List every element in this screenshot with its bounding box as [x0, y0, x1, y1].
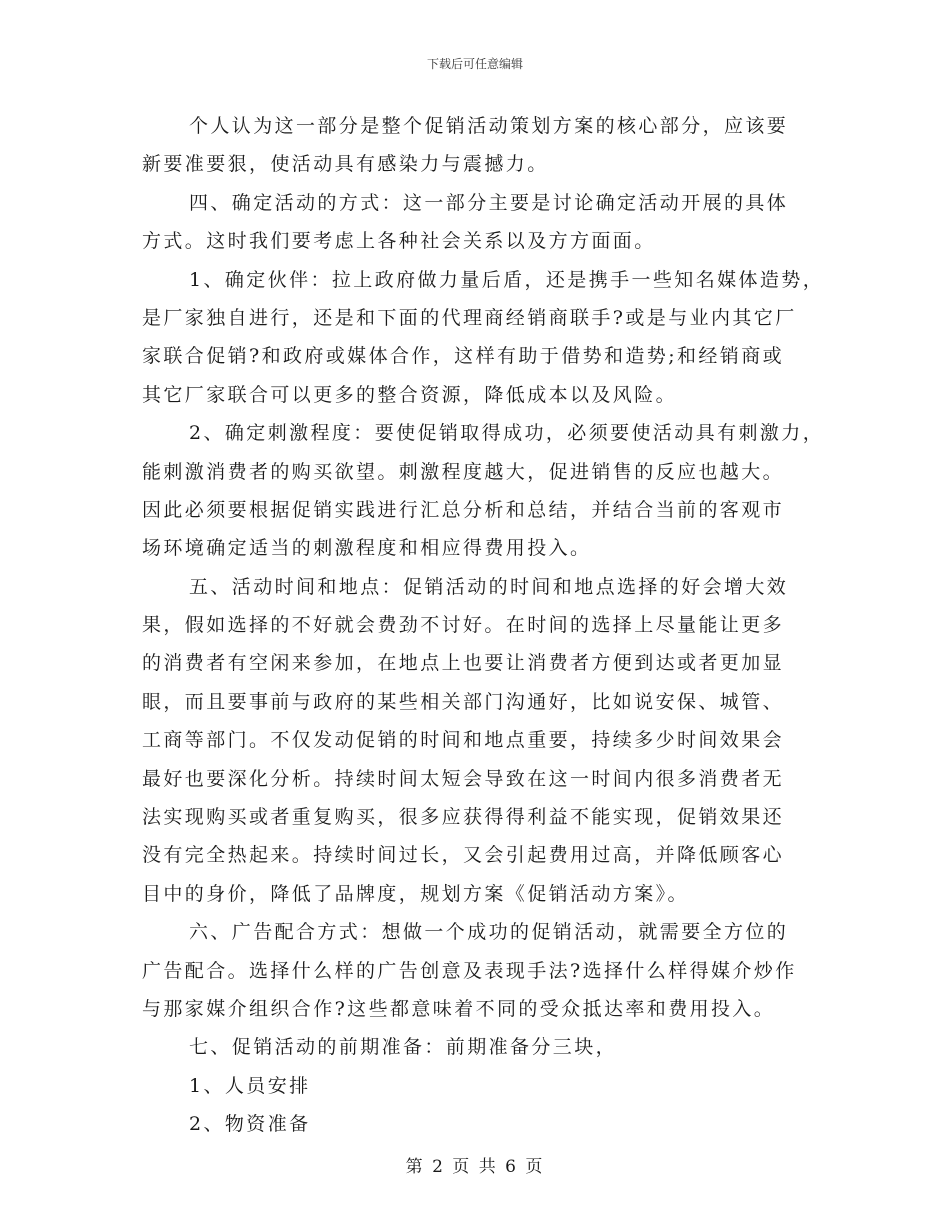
text-line: 四、确定活动的方式：这一部分主要是讨论确定活动开展的具体 [189, 191, 789, 214]
text-line: 是厂家独自进行，还是和下面的代理商经销商联手?或是与业内其它厂 [142, 306, 797, 329]
text-line: 果，假如选择的不好就会费劲不讨好。在时间的选择上尽量能让更多 [142, 614, 785, 637]
page-number-footer: 第 2 页 共 6 页 [405, 1157, 545, 1177]
text-line: 场环境确定适当的刺激程度和相应得费用投入。 [142, 537, 592, 560]
page-header: 下载后可任意编辑 [426, 57, 523, 71]
text-line: 新要准要狠，使活动具有感染力与震撼力。 [142, 153, 549, 176]
text-line: 最好也要深化分析。持续时间太短会导致在这一时间内很多消费者无 [142, 767, 785, 790]
text-line: 能刺激消费者的购买欲望。刺激程度越大，促进销售的反应也越大。 [142, 460, 785, 483]
text-line: 1、确定伙伴：拉上政府做力量后盾，还是携手一些知名媒体造势， [189, 268, 825, 291]
text-line: 方式。这时我们要考虑上各种社会关系以及方方面面。 [142, 230, 656, 253]
text-line: 法实现购买或者重复购买，很多应获得得利益不能实现，促销效果还 [142, 806, 785, 829]
text-line: 六、广告配合方式：想做一个成功的促销活动，就需要全方位的 [189, 921, 789, 944]
text-line: 其它厂家联合可以更多的整合资源，降低成本以及风险。 [142, 383, 678, 406]
text-line: 家联合促销?和政府或媒体合作，这样有助于借势和造势;和经销商或 [142, 345, 784, 368]
text-line: 眼，而且要事前与政府的某些相关部门沟通好，比如说安保、城管、 [142, 690, 785, 713]
text-line: 因此必须要根据促销实践进行汇总分析和总结，并结合当前的客观市 [142, 498, 785, 521]
text-line: 五、活动时间和地点：促销活动的时间和地点选择的好会增大效 [189, 575, 789, 598]
text-line: 1、人员安排 [189, 1074, 311, 1097]
text-line: 与那家媒介组织合作?这些都意味着不同的受众抵达率和费用投入。 [142, 997, 776, 1020]
text-line: 没有完全热起来。持续时间过长，又会引起费用过高，并降低顾客心 [142, 844, 785, 867]
document-body [142, 107, 825, 1144]
text-line: 工商等部门。不仅发动促销的时间和地点重要，持续多少时间效果会 [142, 729, 785, 752]
text-line: 2、确定刺激程度：要使促销取得成功，必须要使活动具有刺激力， [189, 422, 825, 445]
text-line: 的消费者有空闲来参加，在地点上也要让消费者方便到达或者更加显 [142, 652, 785, 675]
text-line: 个人认为这一部分是整个促销活动策划方案的核心部分，应该要 [189, 115, 789, 137]
text-line: 2、物资准备 [189, 1113, 311, 1136]
text-line: 广告配合。选择什么样的广告创意及表现手法?选择什么样得媒介炒作 [142, 959, 797, 982]
text-line: 目中的身价，降低了品牌度，规划方案《促销活动方案》。 [142, 882, 689, 905]
text-line: 七、促销活动的前期准备：前期准备分三块， [189, 1036, 618, 1059]
